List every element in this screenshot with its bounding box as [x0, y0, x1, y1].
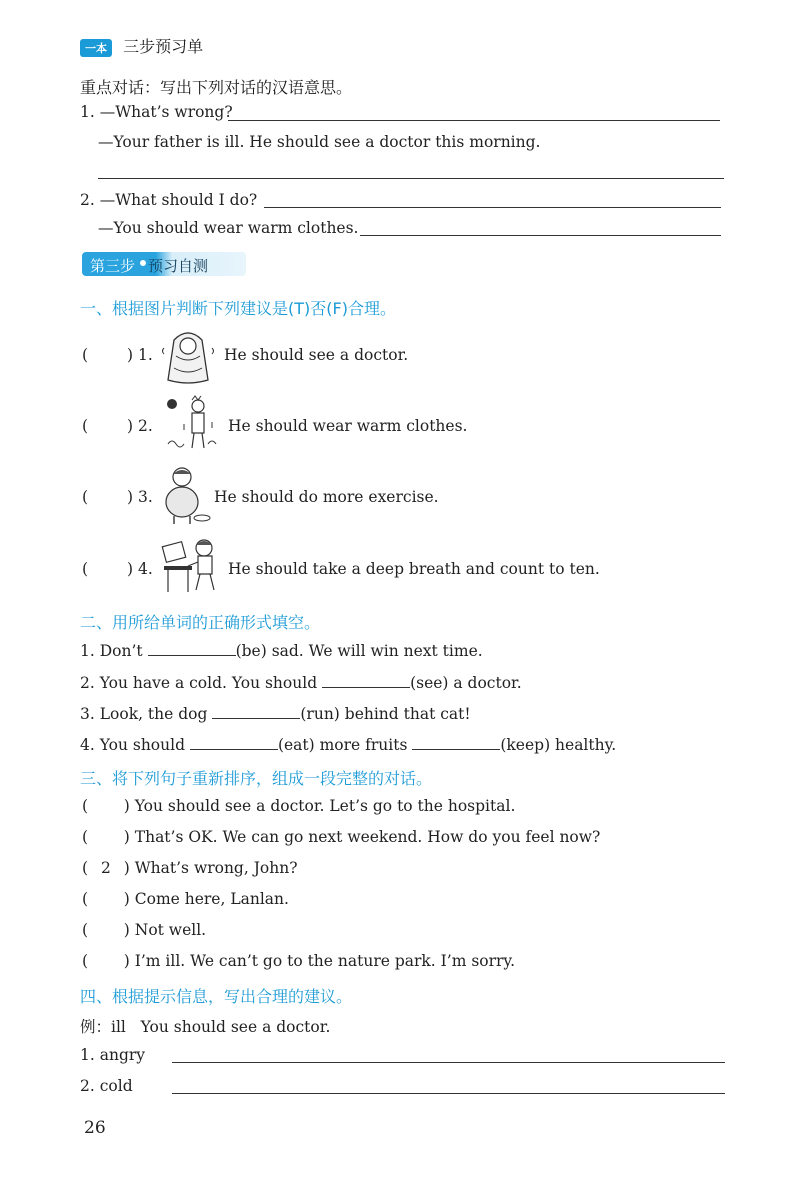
cold-person-blanket-icon [160, 326, 216, 386]
answer-paren[interactable]: ( [82, 560, 89, 578]
answer-line[interactable] [264, 207, 721, 208]
order-row: ( ) Not well. [82, 921, 207, 939]
fill-blank[interactable] [412, 735, 500, 750]
part4-heading: 四、根据提示信息，写出合理的建议。 [80, 987, 353, 1006]
part3-heading: 三、将下列句子重新排序，组成一段完整的对话。 [80, 769, 433, 788]
overweight-boy-icon [160, 466, 212, 528]
boy-at-computer-icon [160, 536, 224, 598]
part1-heading: 一、根据图片判断下列建议是(T)否(F)合理。 [80, 299, 396, 318]
answer-paren[interactable]: ( ) [82, 952, 130, 970]
answer-line[interactable] [98, 178, 724, 179]
order-row: ( ) You should see a doctor. Let’s go to the hospital. [82, 797, 516, 815]
dialogue-2-line2: —You should wear warm clothes. [98, 219, 359, 237]
part1-item-text: He should wear warm clothes. [228, 417, 468, 435]
fill-blank[interactable] [190, 735, 278, 750]
answer-line[interactable] [360, 235, 721, 236]
answer-line[interactable] [228, 120, 720, 121]
answer-paren[interactable]: ( ) [82, 828, 130, 846]
page-number: 26 [84, 1118, 106, 1138]
answer-paren[interactable]: ( ) [82, 797, 130, 815]
part2-item-3: 3. Look, the dog (run) behind that cat! [80, 705, 471, 723]
item-number: ) 1. [127, 346, 153, 364]
order-row: ( ) I’m ill. We can’t go to the nature park. I’m sorry. [82, 952, 516, 970]
answer-paren[interactable]: ( 2 ) [82, 859, 130, 877]
hot-sweating-boy-icon [164, 394, 224, 456]
part2-item-1: 1. Don’t (be) sad. We will win next time. [80, 642, 483, 660]
order-row: ( ) That’s OK. We can go next weekend. How do you feel now? [82, 828, 601, 846]
part4-example: 例：ill You should see a doctor. [80, 1018, 331, 1036]
dialogue-1-line1: 1. —What’s wrong? [80, 103, 233, 121]
answer-paren[interactable]: ( [82, 417, 89, 435]
fill-blank[interactable] [212, 704, 300, 719]
order-row: ( 2 ) What’s wrong, John? [82, 859, 298, 877]
order-row: ( ) Come here, Lanlan. [82, 890, 289, 908]
item-number: ) 4. [127, 560, 153, 578]
part1-item-text: He should take a deep breath and count to ten. [228, 560, 600, 578]
part1-item-text: He should see a doctor. [224, 346, 409, 364]
part4-item-2: 2. cold [80, 1077, 133, 1095]
header [80, 34, 203, 57]
answer-paren[interactable]: ( [82, 488, 89, 506]
header-title: 三步预习单 [123, 37, 204, 56]
part2-item-2: 2. You have a cold. You should (see) a doctor. [80, 674, 522, 692]
answer-paren[interactable]: ( [82, 346, 89, 364]
brand-badge: 一本 [80, 39, 112, 57]
answer-line[interactable] [172, 1093, 725, 1094]
dialogue-1-line2: —Your father is ill. He should see a doctor this morning. [98, 133, 541, 151]
answer-paren[interactable]: ( ) [82, 921, 130, 939]
item-number: ) 2. [127, 417, 153, 435]
step-three-label: 第三步 预习自测 [82, 252, 246, 276]
dialogue-heading: 重点对话：写出下列对话的汉语意思。 [80, 78, 353, 97]
dialogue-2-line1: 2. —What should I do? [80, 191, 258, 209]
part2-heading: 二、用所给单词的正确形式填空。 [80, 613, 321, 632]
bullet-dot-icon [140, 260, 146, 266]
part2-item-4: 4. You should (eat) more fruits (keep) healthy. [80, 736, 617, 754]
answer-line[interactable] [172, 1062, 725, 1063]
part4-item-1: 1. angry [80, 1046, 146, 1064]
part1-item-text: He should do more exercise. [214, 488, 439, 506]
item-number: ) 3. [127, 488, 153, 506]
answer-paren[interactable]: ( ) [82, 890, 130, 908]
fill-blank[interactable] [322, 673, 410, 688]
fill-blank[interactable] [148, 641, 236, 656]
